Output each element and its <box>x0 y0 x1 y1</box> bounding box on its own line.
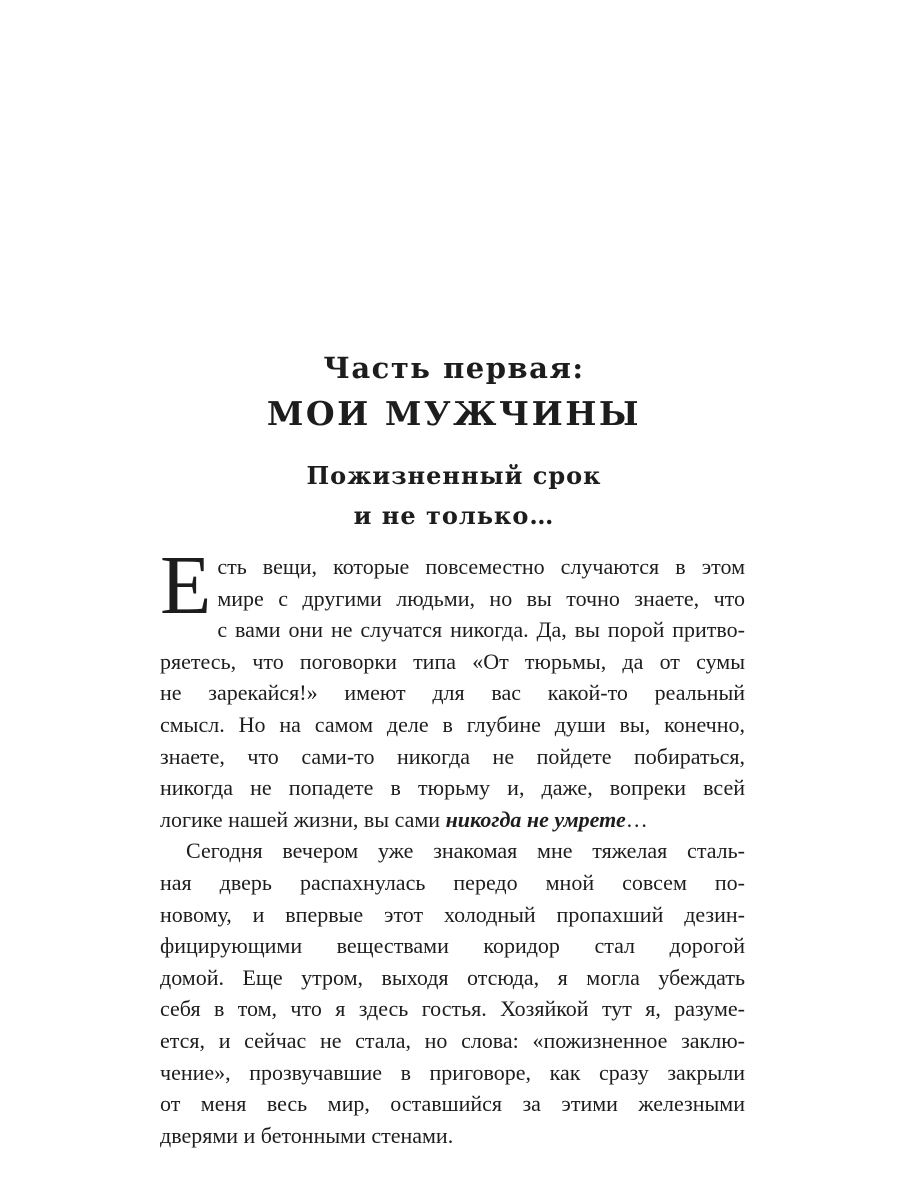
text-line: ная дверь распахнулась передо мной совсем по- <box>160 869 745 895</box>
text-line: домой. Еще утром, выходя отсюда, я могла убеждать <box>160 964 745 990</box>
text-line: от меня весь мир, оставшийся за этими железными <box>160 1091 745 1117</box>
text-line: сть вещи, которые повсеместно случаются в этом <box>217 554 745 579</box>
text-run: … <box>625 806 648 832</box>
text-line: себя в том, что я здесь гостья. Хозяйкой тут я, разуме- <box>160 996 745 1022</box>
paragraph-2 <box>160 835 745 1151</box>
text-line: новому, и впервые этот холодный пропахший дезин- <box>160 901 745 927</box>
part-label: Часть первая: <box>323 351 585 385</box>
text-line: никогда не попадете в тюрьму и, даже, вопреки всей <box>160 775 745 801</box>
chapter-title <box>0 456 900 536</box>
text-line-last <box>160 804 745 836</box>
text-line: мире с другими людьми, но вы точно знаете, что <box>217 585 745 611</box>
text-line: фицирующими веществами коридор стал дорогой <box>160 933 745 959</box>
text-line: не зарекайся!» имеют для вас какой-то реальный <box>160 680 745 706</box>
text-line: смысл. Но на самом деле в глубине души вы, конечно, <box>160 711 745 737</box>
text-line: знаете, что сами-то никогда не пойдете побираться, <box>160 743 745 769</box>
text-line: ряетесь, что поговорки типа «От тюрьмы, да от сумы <box>160 648 745 674</box>
chapter-title-line-2: и не только… <box>353 501 555 530</box>
text-line-last: дверями и бетонными стенами. <box>160 1122 454 1148</box>
paragraph-1 <box>160 539 745 835</box>
chapter-title-line-1: Пожизненный срок <box>306 461 602 490</box>
text-line: чение», прозвучавшие в приговоре, как сразу закрыли <box>160 1059 745 1085</box>
text-line: с вами они не случатся никогда. Да, вы порой притво- <box>217 617 745 643</box>
drop-cap: Е <box>160 539 212 632</box>
body-text <box>160 539 745 1151</box>
text-line: ется, и сейчас не стала, но слова: «пожизненное заклю- <box>160 1027 745 1053</box>
part-title: МОИ МУЖЧИНЫ <box>266 394 642 433</box>
emphasis-text: никогда не умрете <box>445 806 626 832</box>
text-line: Сегодня вечером уже знакомая мне тяжелая сталь- <box>186 838 745 864</box>
text-run: логике нашей жизни, вы сами <box>160 806 446 832</box>
